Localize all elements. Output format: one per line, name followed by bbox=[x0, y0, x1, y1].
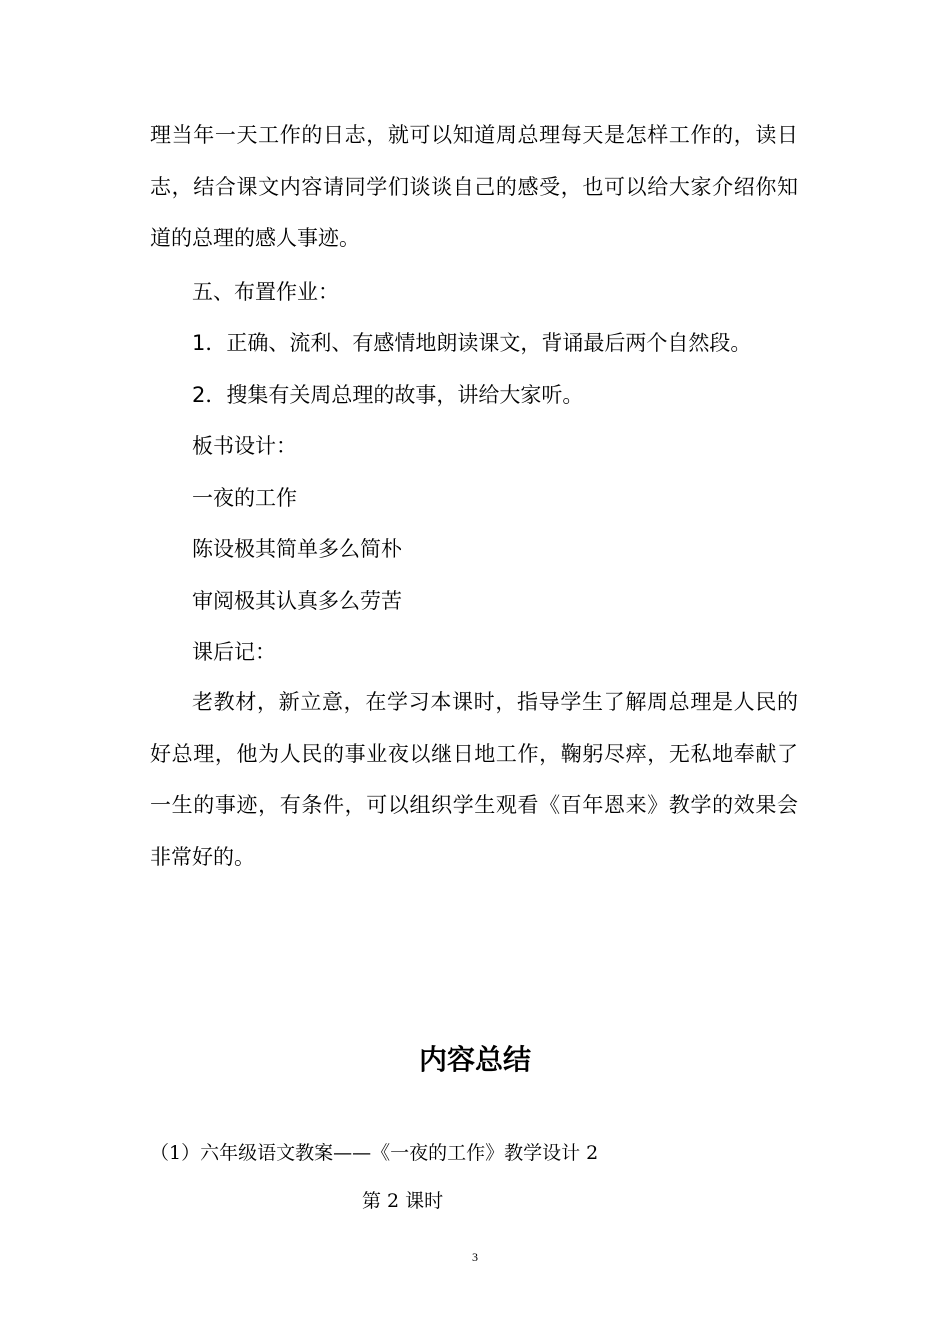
board-design-heading: 板书设计： bbox=[192, 434, 297, 458]
summary-title: 内容总结 bbox=[418, 1043, 531, 1076]
afterword-heading: 课后记： bbox=[192, 640, 276, 664]
summary-item-1: （1）六年级语文教案——《一夜的工作》教学设计 2 bbox=[150, 1142, 599, 1164]
board-line-diligent: 审阅极其认真多么劳苦 bbox=[192, 589, 402, 613]
afterword-paragraph: 老教材，新立意，在学习本课时，指导学生了解周总理是人民的好总理，他为人民的事业夜以继日地工作，鞠躬尽瘁，无私地奉献了一生的事迹，有条件，可以组织学生观看《百年恩来》教学的效果会非常好的。 bbox=[150, 690, 798, 869]
page-number: 3 bbox=[472, 1250, 478, 1264]
lesson-label: 第 2 课时 bbox=[362, 1190, 444, 1212]
board-line-simple: 陈设极其简单多么简朴 bbox=[192, 537, 402, 561]
homework-heading: 五、布置作业： bbox=[192, 280, 339, 304]
board-line-title: 一夜的工作 bbox=[192, 486, 297, 510]
homework-item-1: 1．正确、流利、有感情地朗读课文，背诵最后两个自然段。 bbox=[192, 331, 752, 355]
paragraph-intro: 理当年一天工作的日志，就可以知道周总理每天是怎样工作的，读日志，结合课文内容请同学们谈谈自己的感受，也可以给大家介绍你知道的总理的感人事迹。 bbox=[150, 123, 798, 250]
homework-item-2: 2．搜集有关周总理的故事，讲给大家听。 bbox=[192, 383, 584, 407]
